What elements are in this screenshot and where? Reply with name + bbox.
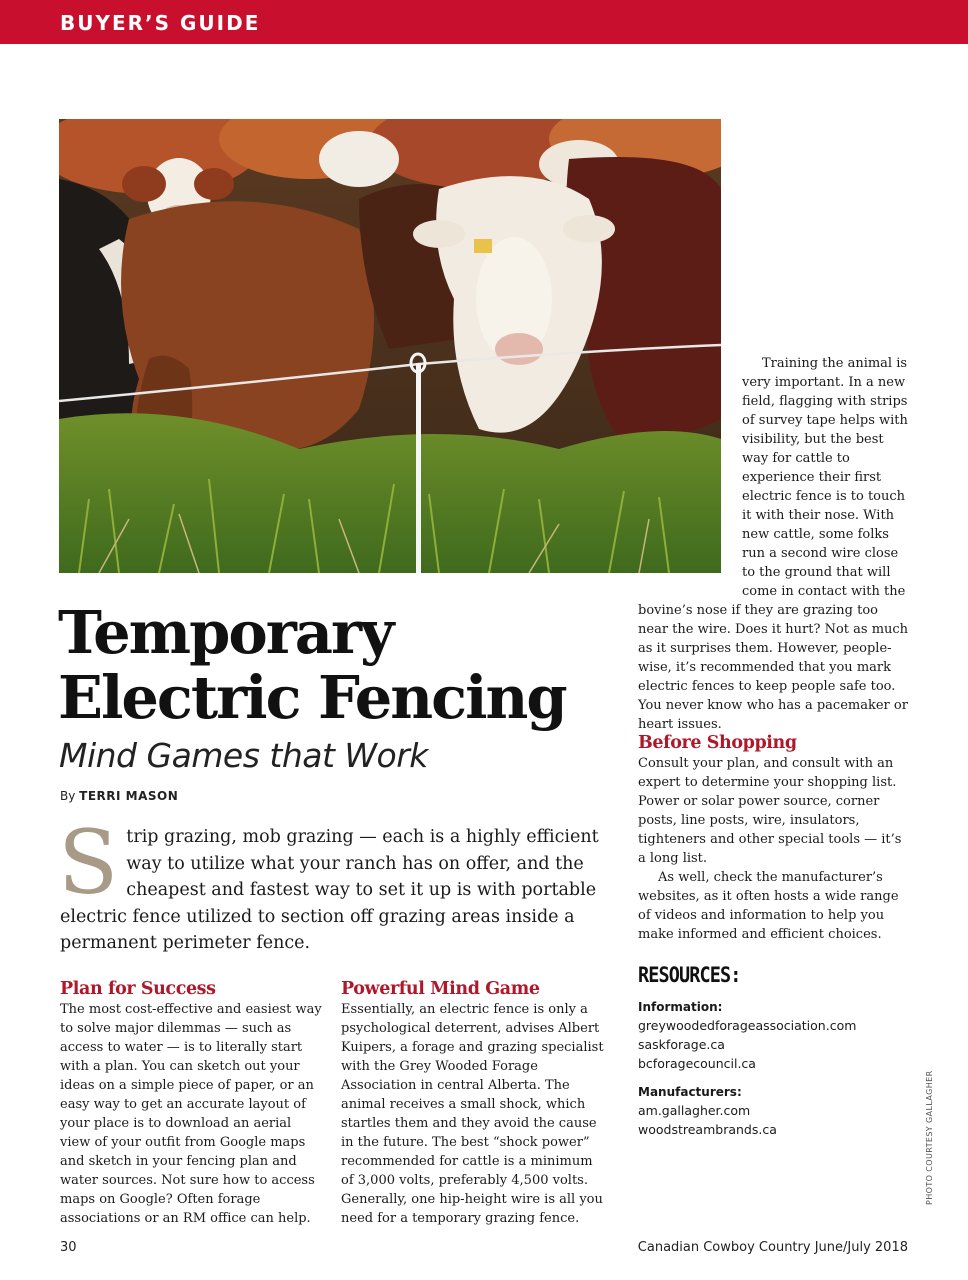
before-shopping-body-2: As well, check the manufacturer’s websites, as it often hosts a wide range of videos and information to help you make informed and efficient choices. [638,870,899,942]
section-header-band [0,0,968,44]
information-label: Information: [638,1000,723,1014]
manufacturers-label: Manufacturers: [638,1085,742,1099]
plan-for-success-column [60,978,325,1228]
manufacturer-link-2: woodstreambrands.ca [638,1122,777,1137]
manufacturer-link-1: am.gallagher.com [638,1103,751,1118]
cattle-illustration [59,119,721,573]
before-shopping-column [638,732,910,944]
drop-cap: S [58,811,119,914]
title-line-1: Temporary [58,598,393,667]
byline-prefix: By [60,789,76,803]
article-subtitle: Mind Games that Work [59,736,428,775]
photo-credit: PHOTO COURTESY GALLAGHER [925,1070,934,1205]
publication-footer: Canadian Cowboy Country June/July 2018 [637,1240,908,1255]
plan-body: The most cost-effective and easiest way to solve major dilemmas — such as access to water — is to literally start with a plan. You can sketch out your ideas on a simple piece of paper, or an easy way to get an accurate layout of your place is to download an aerial view of your outfit from Google maps and sketch in your fencing plan and water sources. Not sure how to access maps on Google? Often forage associations or an RM office can help. [60,1002,322,1226]
before-shopping-body-1: Consult your plan, and consult with an expert to determine your shopping list. Power or solar power source, corner posts, line posts, wire, insulators, tighteners and other special tools — it’s a long list. [638,756,902,866]
training-text: Training the animal is very important. In a new field, flagging with strips of survey tape helps with visibility, but the best way for cattle to experience their first electric fence is to touch it with their nose. With new cattle, some folks run a second wire close to the ground that will come in contact with the bovine’s nose if they are grazing too near the wire. Does it hurt? Not as much as it surprises them. However, people-wise, it’s recommended that you mark electric fences to keep people safe too. You never know who has a pacemaker or heart issues. [638,356,909,732]
powerful-mind-game-column [341,978,606,1228]
lead-paragraph [58,811,600,957]
byline [60,789,178,803]
article-title [58,600,566,730]
mind-game-body: Essentially, an electric fence is only a psychological deterrent, advises Albert Kuipers, a forage and grazing specialist with the Grey Wooded Forage Association in central Alberta. The animal receives a small shock, which startles them and they avoid the cause in the future. The best “shock power” recommended for cattle is a minimum of 3,000 volts, preferably 4,500 volts. Generally, one hip-height wire is all you need for a temporary grazing fence. [341,1002,604,1226]
page-number: 30 [60,1240,77,1255]
cattle-photo [59,119,721,573]
author-name: TERRI MASON [79,789,179,803]
title-line-2: Electric Fencing [58,663,566,732]
resource-link-3: bcforagecouncil.ca [638,1056,756,1071]
resources-box [638,962,918,1139]
resources-title: RESOURCES: [638,963,741,987]
before-shopping-heading: Before Shopping [638,733,797,753]
photo-wrap-spacer [638,354,742,601]
mind-game-heading: Powerful Mind Game [341,979,540,999]
lead-text: trip grazing, mob grazing — each is a highly efficient way to utilize what your ranch has on offer, and the cheapest and fastest way to set it up is with portable electric fence utilized to section off grazing areas inside a permanent perimeter fence. [60,827,599,953]
resource-link-2: saskforage.ca [638,1037,725,1052]
plan-heading: Plan for Success [60,979,216,999]
training-paragraph [638,354,910,734]
resource-link-1: greywoodedforageassociation.com [638,1018,857,1033]
section-label: BUYER’S GUIDE [60,11,261,35]
